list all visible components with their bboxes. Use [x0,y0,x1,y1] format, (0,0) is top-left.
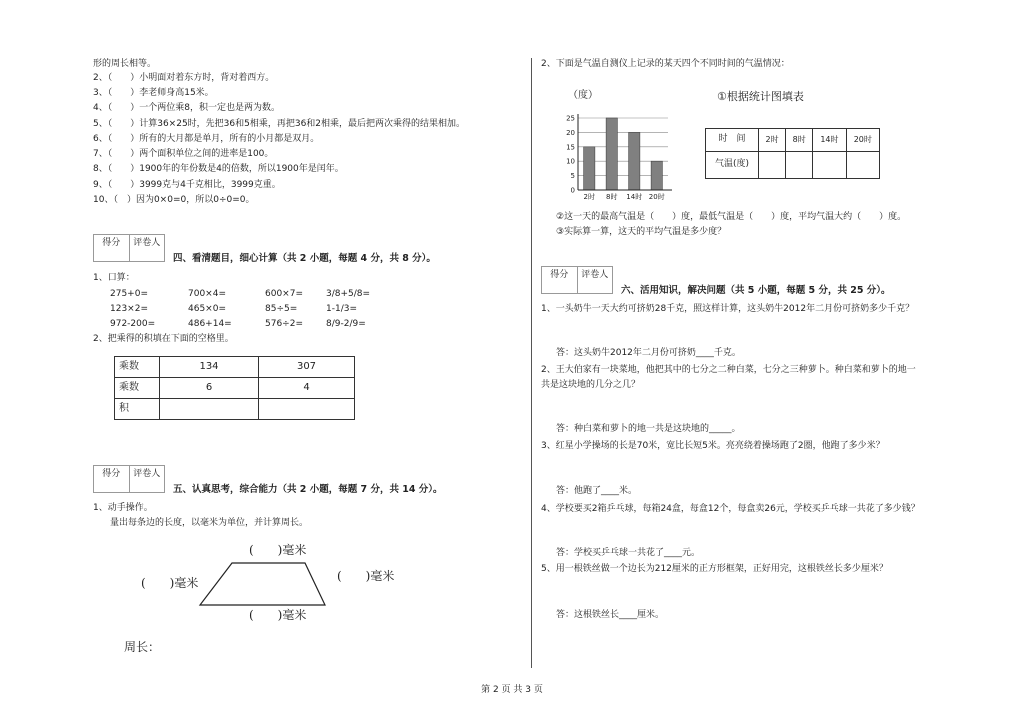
y-tick-label: 0 [570,186,575,195]
bar [584,147,595,190]
y-tick-label: 15 [566,143,575,152]
answer-cell[interactable] [160,399,259,420]
y-tick-label: 10 [566,157,575,166]
section-title: 六、活用知识，解决问题（共 5 小题，每题 5 分，共 25 分）。 [621,285,891,296]
column-divider [531,58,532,668]
table-cell: 14时 [813,129,846,152]
table-cell: 乘数 [115,378,160,399]
x-tick-label: 8时 [606,193,618,201]
answer-cell[interactable] [846,152,879,179]
score-label: 得分 [94,235,130,261]
bar [606,118,617,190]
table-cell: 乘数 [115,357,160,378]
section-title: 四、看清题目，细心计算（共 2 小题，每题 4 分，共 8 分）。 [173,253,436,264]
table-row [115,378,355,399]
side-label-left: ( )毫米 [141,576,199,590]
side-label-right: ( )毫米 [337,569,395,583]
list-item: 3、（ ）李老师身高15米。 [93,88,214,98]
question-text: 1、动手操作。 [93,503,153,513]
list-item: 9、（ ）3999克与4千克相比，3999克重。 [93,180,281,190]
math-item: 576÷2= [265,319,303,329]
answer-line: 答：种白菜和萝卜的地一共是这块地的_____。 [556,424,741,434]
trapezoid-figure [195,555,345,615]
perimeter-label: 周长： [124,640,161,654]
answer-cell[interactable] [786,152,813,179]
answer-cell[interactable] [259,399,355,420]
x-tick-label: 2时 [583,193,595,201]
answer-line: 答：这头奶牛2012年二月份可挤奶____千克。 [556,348,741,358]
list-item: 10、（ ）因为0×0=0，所以0÷0=0。 [93,195,255,205]
math-item: 123×2= [110,304,148,314]
question-text: 3、红星小学操场的长是70米，宽比长短5米。亮亮绕着操场跑了2圈，他跑了多少米？ [541,441,885,451]
list-item: 6、（ ）所有的大月都是单月，所有的小月都是双月。 [93,134,320,144]
math-item: 972-200= [110,319,156,329]
math-item: 486+14= [188,319,232,329]
grader-label: 评卷人 [133,238,161,248]
table-cell: 气温(度) [706,152,759,179]
list-item: 7、（ ）两个面积单位之间的进率是100。 [93,149,274,159]
math-item: 600×7= [265,289,303,299]
table-cell: 8时 [786,129,813,152]
table-row [706,152,880,179]
temperature-bar-chart [558,108,678,206]
table-cell: 307 [259,357,355,378]
side-label-top: ( )毫米 [249,543,307,557]
score-box [93,465,165,493]
question-text: 2、下面是气温自测仪上记录的某天四个不同时间的气温情况： [541,59,790,69]
score-box [541,266,613,294]
score-label: 得分 [542,267,578,293]
table-row [115,399,355,420]
grader-label: 评卷人 [581,270,609,280]
answer-cell[interactable] [813,152,846,179]
product-table [114,356,355,420]
table-cell: 时 间 [706,129,759,152]
bar [629,132,640,190]
answer-line: 答：学校买乒乓球一共花了____元。 [556,548,701,558]
chart-unit-label: （度） [568,90,598,101]
list-item: 2、（ ）小明面对着东方时，背对着西方。 [93,73,275,83]
x-tick-label: 14时 [626,193,643,201]
table-cell: 20时 [846,129,879,152]
question-text: 2、把乘得的积填在下面的空格里。 [93,334,234,344]
x-tick-label: 20时 [648,193,665,201]
list-item: 8、（ ）1900年的年份数是4的倍数，所以1900年是闰年。 [93,164,344,174]
answer-line: 答：他跑了____米。 [556,486,638,496]
answer-line: 答：这根铁丝长____厘米。 [556,610,665,620]
table-cell: 2时 [759,129,786,152]
table-row [706,129,880,152]
question-text: 2、王大伯家有一块菜地，他把其中的七分之二种白菜，七分之三种萝卜。种白菜和萝卜的地一 [541,365,916,375]
math-item: 3/8+5/8= [326,289,371,299]
y-tick-label: 25 [566,114,575,123]
math-item: 8/9-2/9= [326,319,366,329]
chart-instruction: ①根据统计图填表 [717,90,804,103]
math-item: 1-1/3= [326,304,357,314]
math-item: 85÷5= [265,304,298,314]
y-tick-label: 5 [570,172,575,181]
score-label: 得分 [94,466,130,492]
table-cell: 6 [160,378,259,399]
table-cell: 4 [259,378,355,399]
section-title: 五、认真思考，综合能力（共 2 小题，每题 7 分，共 14 分）。 [173,484,443,495]
question-text: 4、学校要买2箱乒乓球，每箱24盒，每盒12个，每盒卖26元，学校买乒乓球一共花了多少钱？ [541,504,920,514]
table-cell: 积 [115,399,160,420]
math-item: 700×4= [188,289,226,299]
carryover-line: 形的周长相等。 [93,59,157,69]
question-text: 5、用一根铁丝做一个边长为212厘米的正方形框架，正好用完，这根铁丝长多少厘米？ [541,564,888,574]
list-item: 4、（ ）一个两位乘8，积一定也是两为数。 [93,103,280,113]
math-item: 465×0= [188,304,226,314]
side-label-bottom: ( )毫米 [249,608,307,622]
question-text: ②这一天的最高气温是（ ）度，最低气温是（ ）度，平均气温大约（ ）度。 [556,212,907,222]
bar [651,161,662,190]
math-item: 275+0= [110,289,148,299]
temperature-table [705,128,880,179]
y-tick-label: 20 [566,128,575,137]
question-text: 1、一头奶牛一天大约可挤奶28千克，照这样计算，这头奶牛2012年二月份可挤奶多少千克？ [541,304,915,314]
question-text: ③实际算一算，这天的平均气温是多少度？ [556,227,727,237]
question-text: 共是这块地的几分之几？ [541,380,641,390]
table-cell: 134 [160,357,259,378]
list-item: 5、（ ）计算36×25时，先把36和5相乘，再把36和2相乘，最后把两次乘得的结果相加。 [93,119,466,129]
answer-cell[interactable] [759,152,786,179]
score-box [93,234,165,262]
question-text: 量出每条边的长度，以毫米为单位，并计算周长。 [110,518,309,528]
grader-label: 评卷人 [133,469,161,479]
page-footer: 第 2 页 共 3 页 [481,685,543,695]
question-text: 1、口算： [93,273,135,283]
table-row [115,357,355,378]
